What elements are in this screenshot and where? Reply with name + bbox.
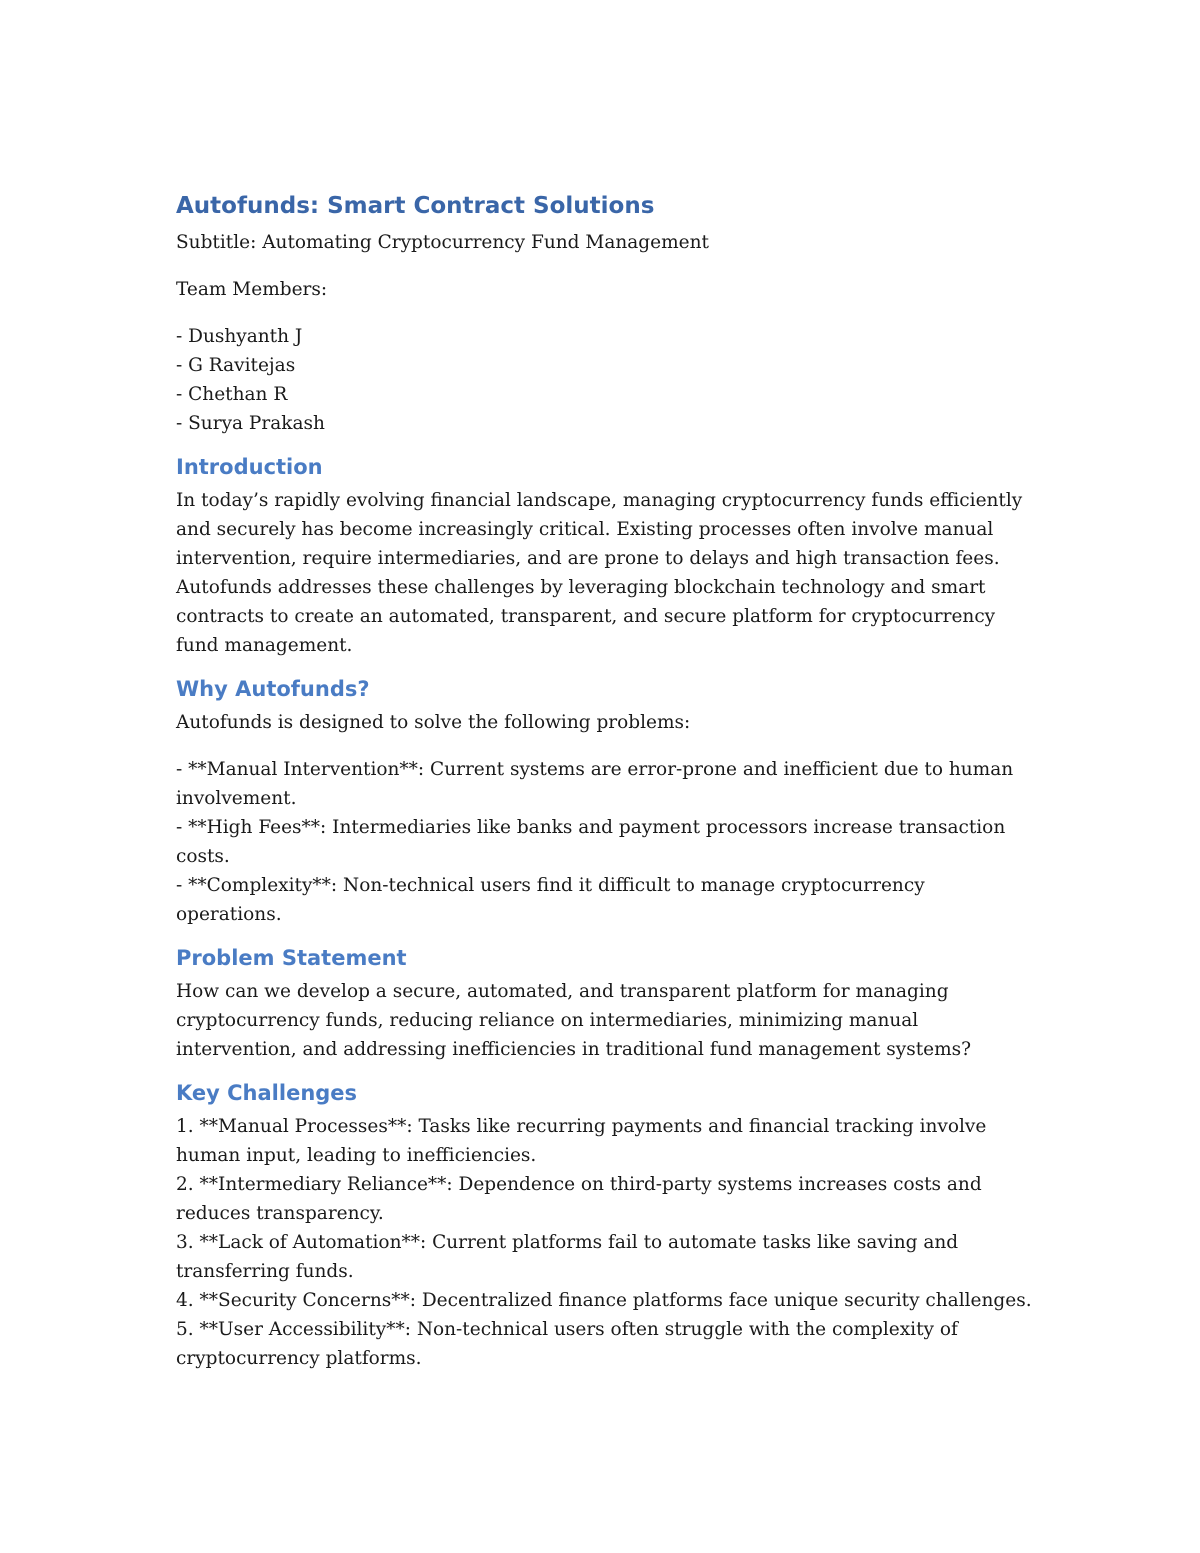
challenge-item: 3. **Lack of Automation**: Current platforms fail to automate tasks like saving and transferring funds. xyxy=(176,1232,959,1282)
problem-statement-body: How can we develop a secure, automated, and transparent platform for managing cryptocurrency funds, reducing reliance on intermediaries, minimizing manual intervention, and addressing inefficiencies in traditional fund management systems? xyxy=(176,981,972,1060)
team-member: - G Ravitejas xyxy=(176,355,296,376)
key-challenges-heading: Key Challenges xyxy=(176,1081,358,1105)
why-autofunds-list xyxy=(176,755,1036,929)
problem-item: - **Manual Intervention**: Current systems are error-prone and inefficient due to human involvement. xyxy=(176,759,1014,809)
team-member: - Dushyanth J xyxy=(176,326,303,347)
problem-item: - **High Fees**: Intermediaries like banks and payment processors increase transaction costs. xyxy=(176,817,1006,867)
team-member: - Surya Prakash xyxy=(176,413,325,434)
key-challenges-list xyxy=(176,1112,1036,1373)
challenge-item: 2. **Intermediary Reliance**: Dependence on third-party systems increases costs and reduces transparency. xyxy=(176,1174,982,1224)
document-title: Autofunds: Smart Contract Solutions xyxy=(176,193,655,219)
problem-statement-heading: Problem Statement xyxy=(176,946,407,970)
introduction-heading: Introduction xyxy=(176,455,323,479)
introduction-body: In today’s rapidly evolving financial landscape, managing cryptocurrency funds efficiently and securely has become increasingly critical. Existing processes often involve manual intervention, require intermediaries, and are prone to delays and high transaction fees. Autofunds addresses these challenges by leveraging blockchain technology and smart contracts to create an automated, transparent, and secure platform for cryptocurrency fund management. xyxy=(176,490,1023,656)
team-members-list xyxy=(176,322,1036,438)
team-member: - Chethan R xyxy=(176,384,288,405)
document-page xyxy=(176,190,1036,1373)
team-members-label: Team Members: xyxy=(176,279,328,300)
challenge-item: 4. **Security Concerns**: Decentralized finance platforms face unique security challenges. xyxy=(176,1290,1032,1311)
why-autofunds-intro: Autofunds is designed to solve the following problems: xyxy=(176,712,691,733)
why-autofunds-heading: Why Autofunds? xyxy=(176,677,370,701)
document-subtitle: Subtitle: Automating Cryptocurrency Fund Management xyxy=(176,232,709,253)
challenge-item: 5. **User Accessibility**: Non-technical users often struggle with the complexity of cryptocurrency platforms. xyxy=(176,1319,958,1369)
problem-item: - **Complexity**: Non-technical users find it difficult to manage cryptocurrency operations. xyxy=(176,875,925,925)
challenge-item: 1. **Manual Processes**: Tasks like recurring payments and financial tracking involve human input, leading to inefficiencies. xyxy=(176,1116,987,1166)
